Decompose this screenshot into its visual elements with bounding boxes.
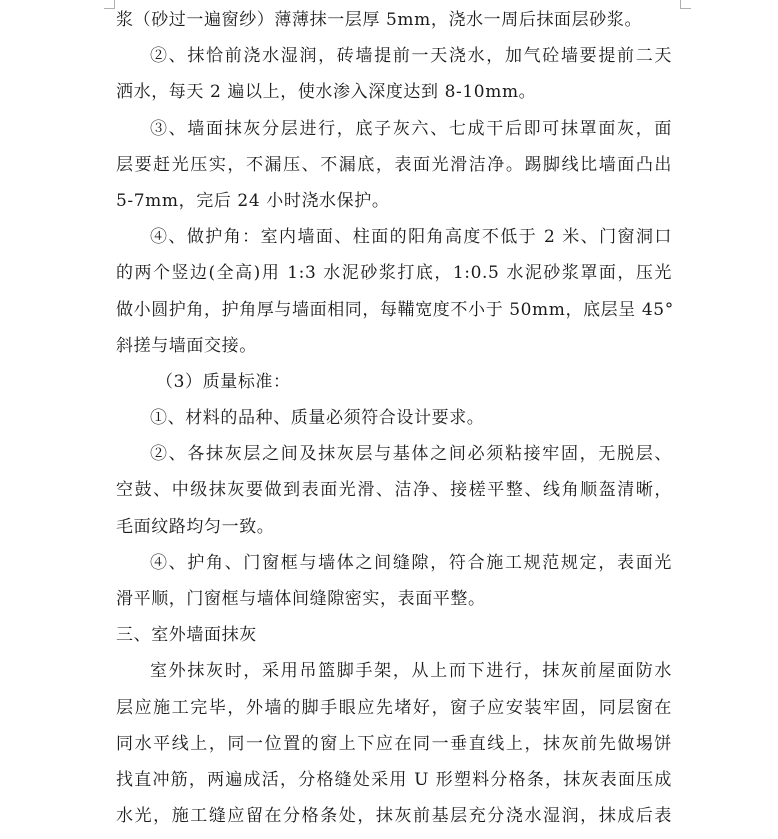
paragraph-line: 洒水，每天 2 遍以上，使水渗入深度达到 8-10mm。 <box>116 82 537 103</box>
paragraph-line: 滑平顺，门窗框与墙体间缝隙密实，表面平整。 <box>116 589 486 609</box>
paragraph-line: 水光，施工缝应留在分格条处，抹灰前基层充分浇水湿润，抹成后表 <box>116 806 672 827</box>
paragraph-line: 层应施工完毕，外墙的脚手眼应先堵好，窗子应安装牢固，同层窗在 <box>116 697 672 718</box>
paragraph-line: ②、各抹灰层之间及抹灰层与基体之间必须粘接牢固，无脱层、 <box>150 444 672 465</box>
paragraph-line: ③、墙面抹灰分层进行，底子灰六、七成干后即可抹罩面灰，面 <box>150 118 672 139</box>
paragraph-line: 做小圆护角，护角厚与墙面相同，每鞴宽度不小于 50mm，底层呈 45° <box>116 299 674 320</box>
section-heading: 三、室外墙面抹灰 <box>116 625 257 646</box>
paragraph-line: 斜搓与墙面交接。 <box>116 335 257 356</box>
paragraph-line: 的两个竖边(全高)用 1:3 水泥砂浆打底，1:0.5 水泥砂浆罩面，压光 <box>116 263 672 284</box>
paragraph-line: 同水平线上，同一位置的窗上下应在同一垂直线上，抹灰前先做埸饼 <box>116 733 672 754</box>
section-heading: （3）质量标准： <box>156 371 291 392</box>
paragraph-line: ①、材料的品种、质量必须符合设计要求。 <box>150 408 485 429</box>
paragraph-line: 空鼓、中级抹灰要做到表面光滑、洁净、接槎平整、线角顺盔清晰， <box>116 480 672 501</box>
paragraph-line: ④、护角、门窗框与墙体之间缝隙，符合施工规范规定，表面光 <box>150 552 672 573</box>
paragraph-line: 浆（砂过一遍窗纱）薄薄抹一层厚 5mm，浇水一周后抹面层砂浆。 <box>116 10 643 30</box>
paragraph-line: 毛面纹路均匀一致。 <box>116 516 275 537</box>
paragraph-line: ④、做护角：室内墙面、柱面的阳角高度不低于 2 米、门窗洞口 <box>150 227 672 248</box>
margin-corner-mark-right <box>680 0 691 9</box>
paragraph-line: 5-7mm，完后 24 小时浇水保护。 <box>116 190 390 211</box>
margin-corner-mark-left <box>104 0 115 9</box>
paragraph-line: 室外抹灰时，采用吊篮脚手架，从上而下进行，抹灰前屋面防水 <box>150 661 672 682</box>
paragraph-line: ②、抹恰前浇水湿润，砖墙提前一天浇水，加气砼墙要提前二天 <box>150 46 672 67</box>
paragraph-line: 找直冲筋，两遍成活，分格缝处采用 U 形塑料分格条，抹灰表面压成 <box>116 769 672 790</box>
document-body <box>116 2 672 834</box>
paragraph-line: 层要赶光压实，不漏压、不漏底，表面光滑洁净。踢脚线比墙面凸出 <box>116 154 672 175</box>
